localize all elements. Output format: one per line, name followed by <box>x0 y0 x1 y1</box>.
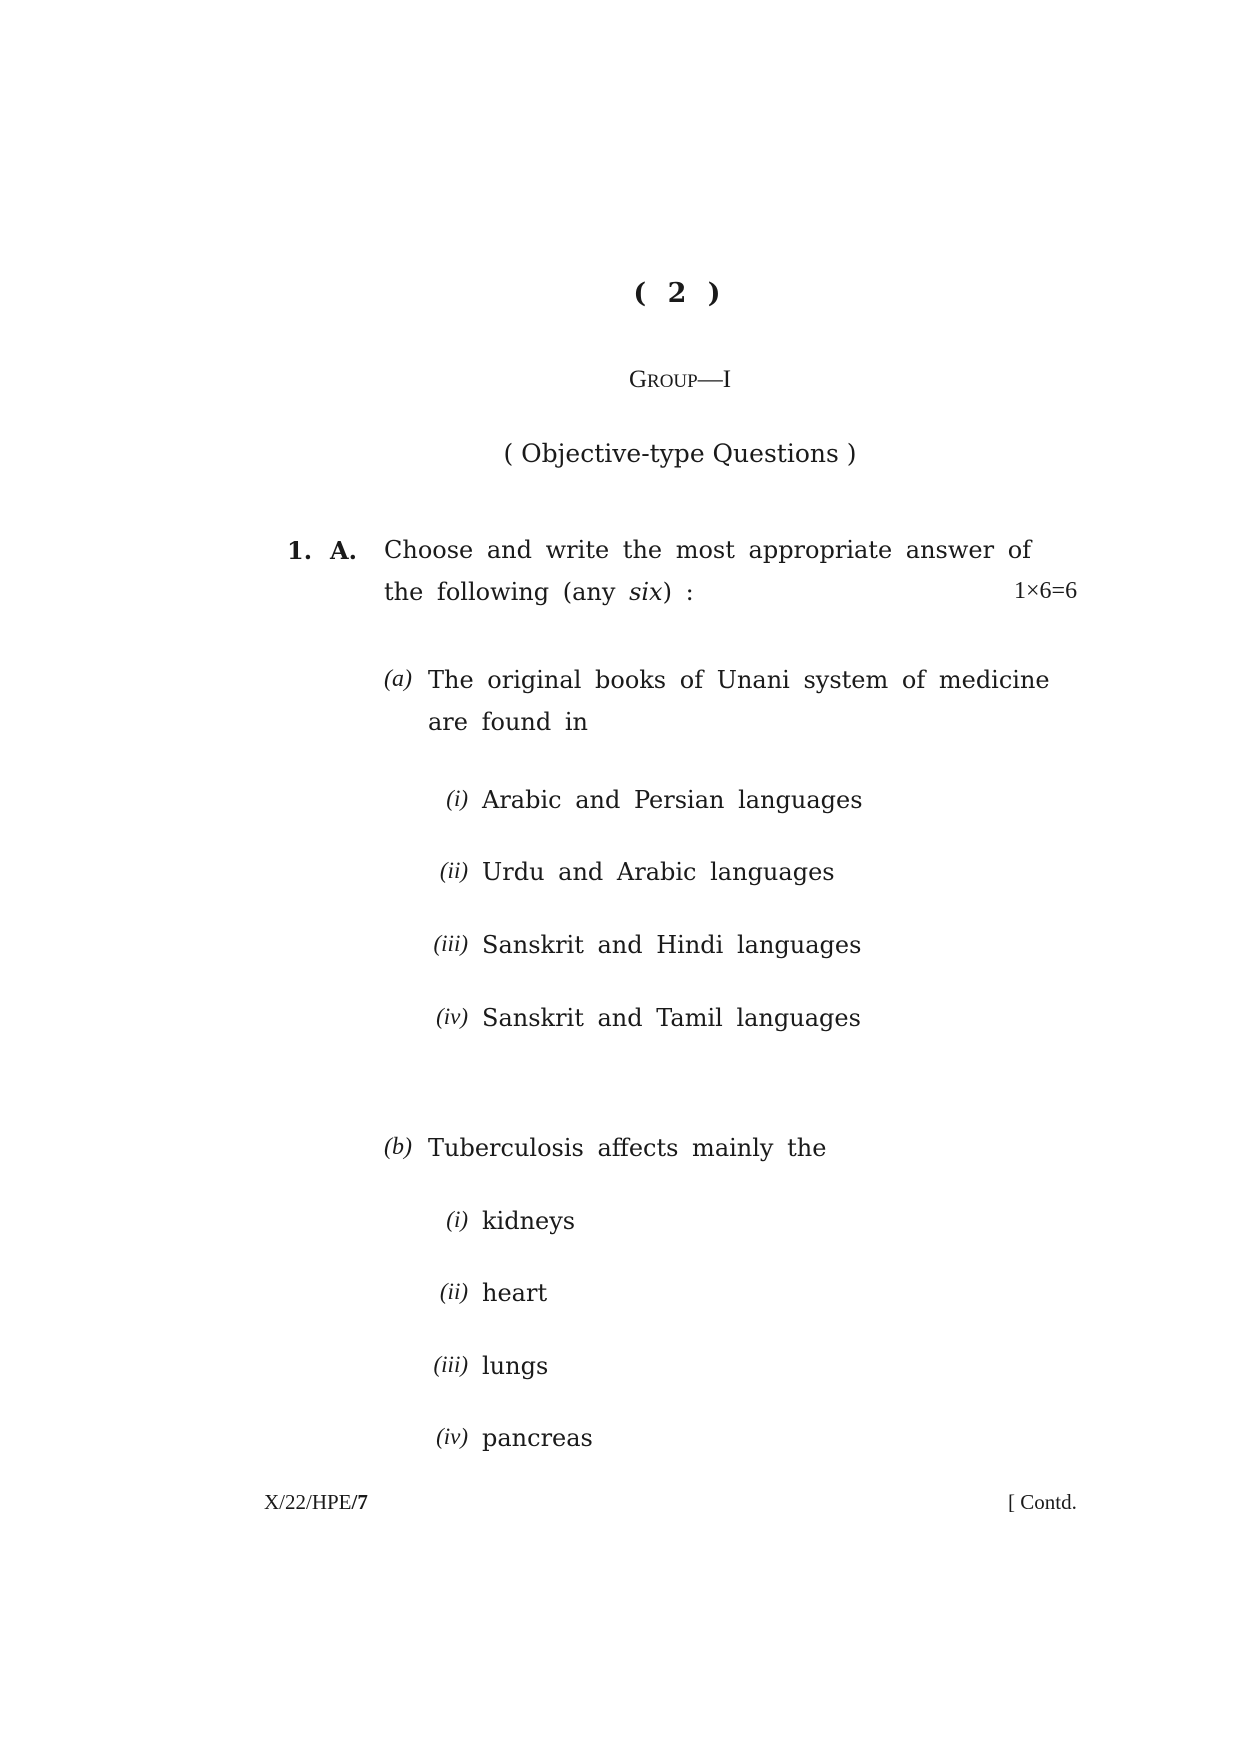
option-text: heart <box>482 1279 548 1307</box>
option-label: (iii) <box>433 931 468 956</box>
group-heading-suffix: —I <box>697 366 732 393</box>
instruction-pre: the following (any <box>384 578 630 606</box>
question-instruction-line1: Choose and write the most appropriate answer of <box>384 536 1032 564</box>
instruction-post: ) : <box>662 578 694 606</box>
question-number: 1. <box>287 536 313 565</box>
continued-note: [ Contd. <box>1008 1490 1077 1514</box>
subquestion-a-text-line2: are found in <box>428 708 588 736</box>
paper-code <box>264 1490 368 1515</box>
option-label: (ii) <box>439 1279 468 1304</box>
group-heading-smallcaps: ROUP <box>647 371 698 392</box>
page-number: ( 2 ) <box>633 278 727 309</box>
option-text: Sanskrit and Hindi languages <box>482 931 862 959</box>
option-label: (ii) <box>439 858 468 883</box>
group-heading <box>0 366 1241 394</box>
option-label: (i) <box>446 786 468 811</box>
option-label: (iv) <box>436 1004 468 1029</box>
option-text: lungs <box>482 1352 549 1380</box>
option-text: kidneys <box>482 1207 576 1235</box>
question-marks: 1×6=6 <box>1014 578 1078 604</box>
group-heading-initial: G <box>628 366 648 393</box>
subquestion-a-text-line1: The original books of Unani system of medicine <box>428 666 1050 694</box>
option-label: (i) <box>446 1207 468 1232</box>
subquestion-b-text-line1: Tuberculosis affects mainly the <box>428 1134 827 1162</box>
question-part: A. <box>330 536 357 565</box>
option-text: Sanskrit and Tamil languages <box>482 1004 861 1032</box>
subquestion-a-label: (a) <box>384 666 412 692</box>
paper-code-prefix: X/22/HPE <box>264 1490 352 1514</box>
option-text: Urdu and Arabic languages <box>482 858 835 886</box>
paper-code-suffix: /7 <box>351 1490 368 1514</box>
option-text: pancreas <box>482 1424 593 1452</box>
question-instruction-line2 <box>384 578 694 606</box>
instruction-emphasis: six <box>629 578 663 606</box>
section-subtitle: ( Objective-type Questions ) <box>503 439 857 468</box>
option-label: (iii) <box>433 1352 468 1377</box>
subquestion-b-label: (b) <box>384 1134 412 1160</box>
option-label: (iv) <box>436 1424 468 1449</box>
option-text: Arabic and Persian languages <box>482 786 863 814</box>
